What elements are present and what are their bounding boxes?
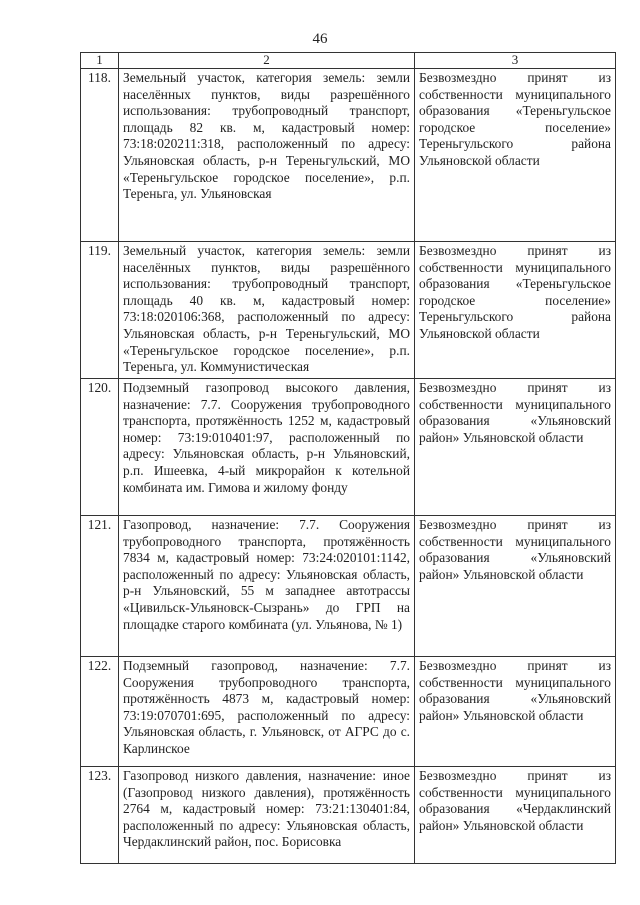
row-number: 123. xyxy=(81,767,119,864)
row-basis: Безвозмездно принят из собственности муниципального образования «Тереньгульское городское поселение» Тереньгульского района Ульяновской области xyxy=(415,69,616,242)
row-description: Подземный газопровод, назначение: 7.7. Сооружения трубопроводного транспорта, протяжённость 4873 м, кадастровый номер: 73:19:070701:695, расположенный по адресу: Ульяновская область, г. Ульяновск, от АГРС до с. Карлинское xyxy=(119,657,415,767)
row-description: Земельный участок, категория земель: земли населённых пунктов, виды разрешённого использования: трубопроводный транспорт, площадь 82 кв. м, кадастровый номер: 73:18:020211:318, расположенный по адресу: Ульяновская область, р-н Тереньгульский, МО «Тереньгульское городское поселение», р.п. Тереньга, ул. Ульяновская xyxy=(119,69,415,242)
row-number: 120. xyxy=(81,379,119,516)
row-basis: Безвозмездно принят из собственности муниципального образования «Ульяновский район» Ульяновской области xyxy=(415,379,616,516)
row-basis: Безвозмездно принят из собственности муниципального образования «Ульяновский район» Ульяновской области xyxy=(415,516,616,657)
row-number: 118. xyxy=(81,69,119,242)
property-registry-table xyxy=(80,52,616,864)
row-description: Земельный участок, категория земель: земли населённых пунктов, виды разрешённого использования: трубопроводный транспорт, площадь 40 кв. м, кадастровый номер: 73:18:020106:368, расположенный по адресу: Ульяновская область, р-н Тереньгульский, МО «Тереньгульское городское поселение», р.п. Тереньга, ул. Коммунистическая xyxy=(119,242,415,379)
row-description: Газопровод, назначение: 7.7. Сооружения трубопроводного транспорта, протяжённость 7834 м, кадастровый номер: 73:24:020101:1142, расположенный по адресу: Ульяновская область, р-н Ульяновский, 55 м западнее автотрассы «Цивильск-Ульяновск-Сызрань» до ГРП на площадке старого комбината (ул. Ульянова, № 1) xyxy=(119,516,415,657)
column-header-description: 2 xyxy=(119,53,415,69)
row-basis: Безвозмездно принят из собственности муниципального образования «Ульяновский район» Ульяновской области xyxy=(415,657,616,767)
table-row xyxy=(81,516,616,657)
row-basis: Безвозмездно принят из собственности муниципального образования «Чердаклинский район» Ульяновской области xyxy=(415,767,616,864)
row-basis: Безвозмездно принят из собственности муниципального образования «Тереньгульское городское поселение» Тереньгульского района Ульяновской области xyxy=(415,242,616,379)
row-description: Подземный газопровод высокого давления, назначение: 7.7. Сооружения трубопроводного транспорта, протяжённость 1252 м, кадастровый номер: 73:19:010401:97, расположенный по адресу: Ульяновская область, р-н Ульяновский, р.п. Ишеевка, 4-ый микрорайон к котельной комбината им. Гимова и жилому фонду xyxy=(119,379,415,516)
table-row xyxy=(81,657,616,767)
table-header-row xyxy=(81,53,616,69)
row-number: 119. xyxy=(81,242,119,379)
column-header-number: 1 xyxy=(81,53,119,69)
row-number: 122. xyxy=(81,657,119,767)
table-row xyxy=(81,379,616,516)
page-number: 46 xyxy=(312,31,328,47)
table-row xyxy=(81,69,616,242)
row-number: 121. xyxy=(81,516,119,657)
row-description: Газопровод низкого давления, назначение: иное (Газопровод низкого давления), протяжённость 2764 м, кадастровый номер: 73:21:130401:84, расположенный по адресу: Ульяновская область, Чердаклинский район, пос. Борисовка xyxy=(119,767,415,864)
table-row xyxy=(81,767,616,864)
table-row xyxy=(81,242,616,379)
column-header-basis: 3 xyxy=(415,53,616,69)
